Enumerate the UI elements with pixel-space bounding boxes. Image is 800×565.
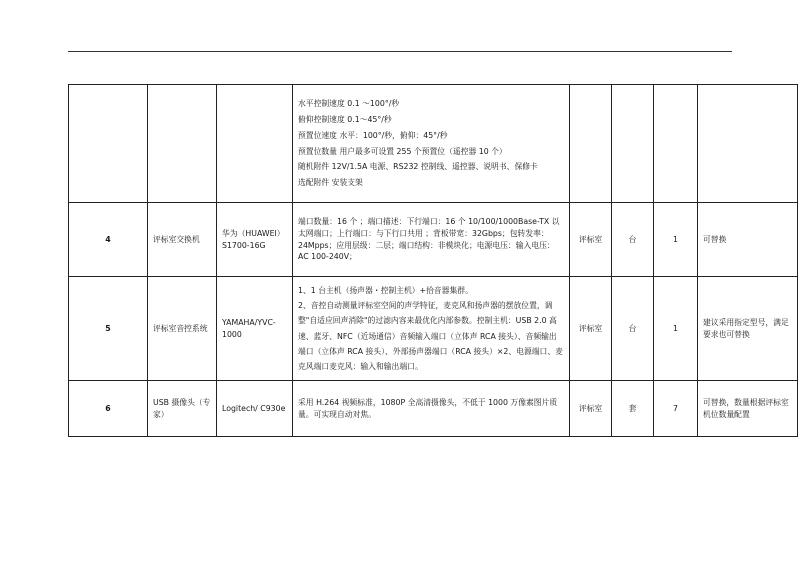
cell-unit: 台 xyxy=(612,203,654,277)
param-line: 选配附件 安装支架 xyxy=(298,178,363,188)
param-line: 水平控制速度 0.1 ～100°/秒 xyxy=(298,98,400,108)
cell-item-number xyxy=(69,85,148,203)
cell-brand-model xyxy=(217,85,293,203)
cell-quantity: 1 xyxy=(654,277,698,381)
cell-item-name: 评标室交换机 xyxy=(148,203,217,277)
equipment-spec-table xyxy=(68,84,798,437)
cell-install-location xyxy=(570,85,612,203)
header-rule xyxy=(68,51,732,52)
table-body xyxy=(69,85,798,437)
cell-item-name: USB 摄像头（专家） xyxy=(148,381,217,437)
cell-remark xyxy=(698,85,798,203)
cell-install-location: 评标室 xyxy=(570,277,612,381)
param-line: 端口数量：16 个 ；端口描述：下行端口：16 个 10/100/1000Base-TX 以太网端口；上行端口：与下行口共用 ；背板带宽：32Gbps；包转发率：24Mpps；应用层级：二层；端口结构：非模块化；电源电压：输入电压：AC 100-240V； xyxy=(298,217,560,262)
cell-technical-params xyxy=(293,381,570,437)
cell-unit: 套 xyxy=(612,381,654,437)
cell-install-location: 评标室 xyxy=(570,381,612,437)
cell-item-name xyxy=(148,85,217,203)
cell-brand-model: Logitech/ C930e xyxy=(217,381,293,437)
param-line: 预置位速度 水平：100°/秒，俯仰：45°/秒 xyxy=(298,130,448,140)
cell-brand-model: 华为（HUAWEI）S1700-16G xyxy=(217,203,293,277)
cell-unit: 台 xyxy=(612,277,654,381)
cell-quantity xyxy=(654,85,698,203)
cell-remark: 建议采用指定型号，满足要求也可替换 xyxy=(698,277,798,381)
cell-install-location: 评标室 xyxy=(570,203,612,277)
cell-item-number: 4 xyxy=(69,203,148,277)
cell-item-number: 6 xyxy=(69,381,148,437)
cell-quantity: 1 xyxy=(654,203,698,277)
param-line: 采用 H.264 视频标准，1080P 全高清摄像头，不低于 1000 万像素图片质量。可实现自动对焦。 xyxy=(298,397,558,419)
param-line: 预置位数量 用户最多可设置 255 个预置位（遥控器 10 个） xyxy=(298,146,507,156)
cell-item-name: 评标室音控系统 xyxy=(148,277,217,381)
cell-unit xyxy=(612,85,654,203)
table-row xyxy=(69,381,798,437)
param-line: 俯仰控制速度 0.1～45°/秒 xyxy=(298,114,392,124)
cell-brand-model: YAMAHA/YVC-1000 xyxy=(217,277,293,381)
table-row xyxy=(69,203,798,277)
cell-technical-params xyxy=(293,203,570,277)
param-line: 随机附件 12V/1.5A 电源、RS232 控制线、遥控器、说明书、保修卡 xyxy=(298,162,538,172)
table-row xyxy=(69,277,798,381)
param-line: 1、1 台主机（扬声器・控制主机）+拾音器集群。 xyxy=(298,285,473,295)
table-row xyxy=(69,85,798,203)
cell-remark: 可替换 xyxy=(698,203,798,277)
cell-remark: 可替换，数量根据评标室机位数量配置 xyxy=(698,381,798,437)
cell-item-number: 5 xyxy=(69,277,148,381)
cell-technical-params xyxy=(293,85,570,203)
cell-quantity: 7 xyxy=(654,381,698,437)
param-line: 2、音控自动测量评标室空间的声学特征，麦克风和扬声器的摆放位置，调整"自适应回声消除"的过滤内容来最优化内部参数。控制主机：USB 2.0 高速、蓝牙、NFC（近场通信）音频输入端口（立体声 RCA 接头）、音频输出端口（立体声 RCA 接头）、外部扬声器端口（RCA 接头）×2、电源端口、麦克风端口麦克风：输入和输出端口。 xyxy=(298,301,563,371)
cell-technical-params xyxy=(293,277,570,381)
